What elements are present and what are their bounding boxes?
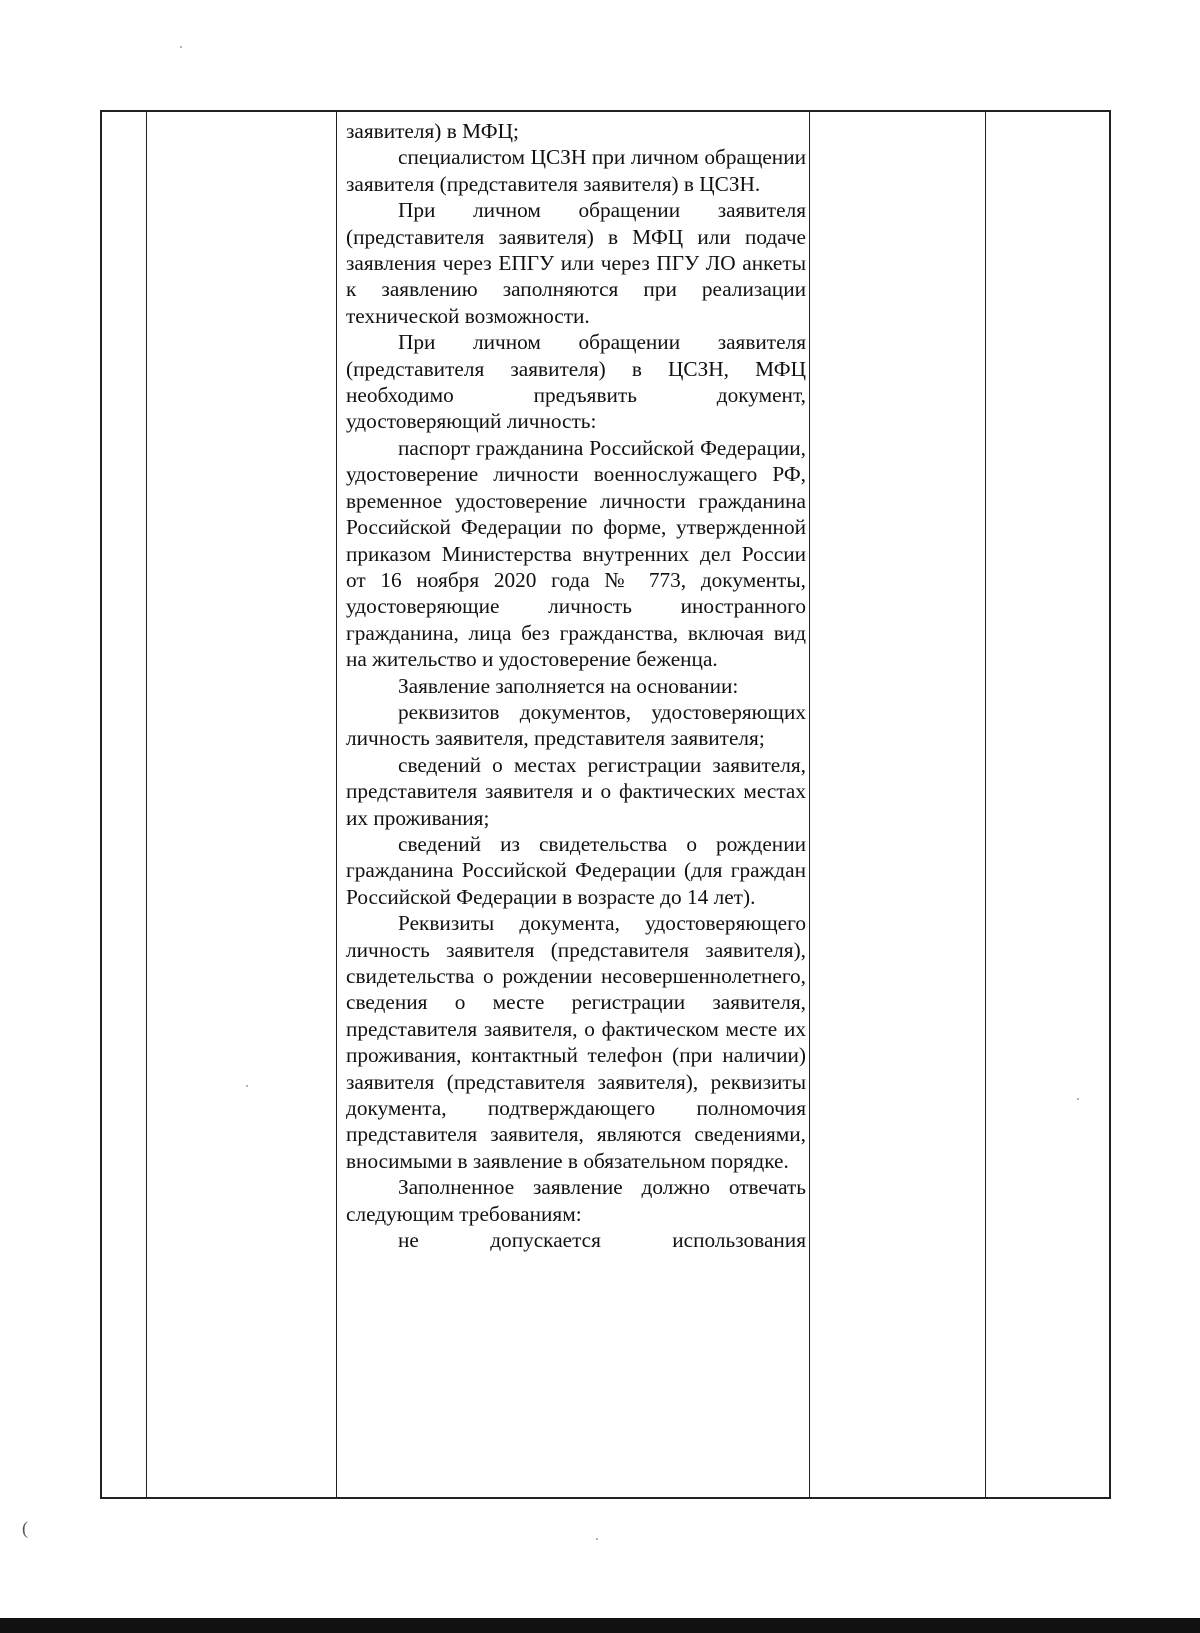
paragraph: сведений о местах регистрации заявителя, представителя заявителя и о фактических местах их проживания;: [346, 752, 806, 830]
scan-speck: [1077, 1098, 1079, 1100]
paragraph: Заполненное заявление должно отвечать следующим требованиям:: [346, 1175, 806, 1226]
paragraph: сведений из свидетельства о рождении гражданина Российской Федерации (для граждан Российской Федерации в возрасте до 14 лет).: [346, 831, 806, 909]
margin-mark: (: [22, 1518, 28, 1538]
table-column-divider: [985, 110, 986, 1499]
table-column-divider: [146, 110, 147, 1499]
table-column-divider: [809, 110, 810, 1499]
table-column-divider: [336, 110, 337, 1499]
paragraph: паспорт гражданина Российской Федерации, удостоверение личности военнослужащего РФ, временное удостоверение личности гражданина Российской Федерации по форме, утвержденной приказом Министерства внутренних дел России от 16 ноября 2020 года № 773, документы, удостоверяющие личность иностранного гражданина, лица без гражданства, включая вид на жительство и удостоверение беженца.: [346, 435, 806, 672]
paragraph: специалистом ЦСЗН при личном обращении заявителя (представителя заявителя) в ЦСЗН.: [346, 145, 806, 196]
paragraph: не допускается использования: [398, 1228, 806, 1253]
paragraph: При личном обращении заявителя (представителя заявителя) в ЦСЗН, МФЦ необходимо предъявить документ, удостоверяющий личность:: [346, 330, 806, 434]
scan-speck: [596, 1538, 598, 1540]
scan-speck: [180, 46, 182, 48]
scan-edge-bar: [0, 1618, 1200, 1633]
paragraph: заявителя) в МФЦ;: [346, 119, 519, 143]
table-cell-text: [346, 118, 806, 1253]
paragraph: Заявление заполняется на основании:: [398, 673, 739, 698]
scan-speck: [246, 1085, 248, 1087]
paragraph: Реквизиты документа, удостоверяющего личность заявителя (представителя заявителя), свидетельства о рождении несовершеннолетнего, сведения о месте регистрации заявителя, представителя заявителя, о фактическом месте их проживания, контактный телефон (при наличии) заявителя (представителя заявителя), реквизиты документа, подтверждающего полномочия представителя заявителя, являются сведениями, вносимыми в заявление в обязательном порядке.: [346, 911, 806, 1173]
paragraph: При личном обращении заявителя (представителя заявителя) в МФЦ или подаче заявления через ЕПГУ или через ПГУ ЛО анкеты к заявлению заполняются при реализации технической возможности.: [346, 198, 806, 328]
paragraph: реквизитов документов, удостоверяющих личность заявителя, представителя заявителя;: [346, 699, 806, 751]
